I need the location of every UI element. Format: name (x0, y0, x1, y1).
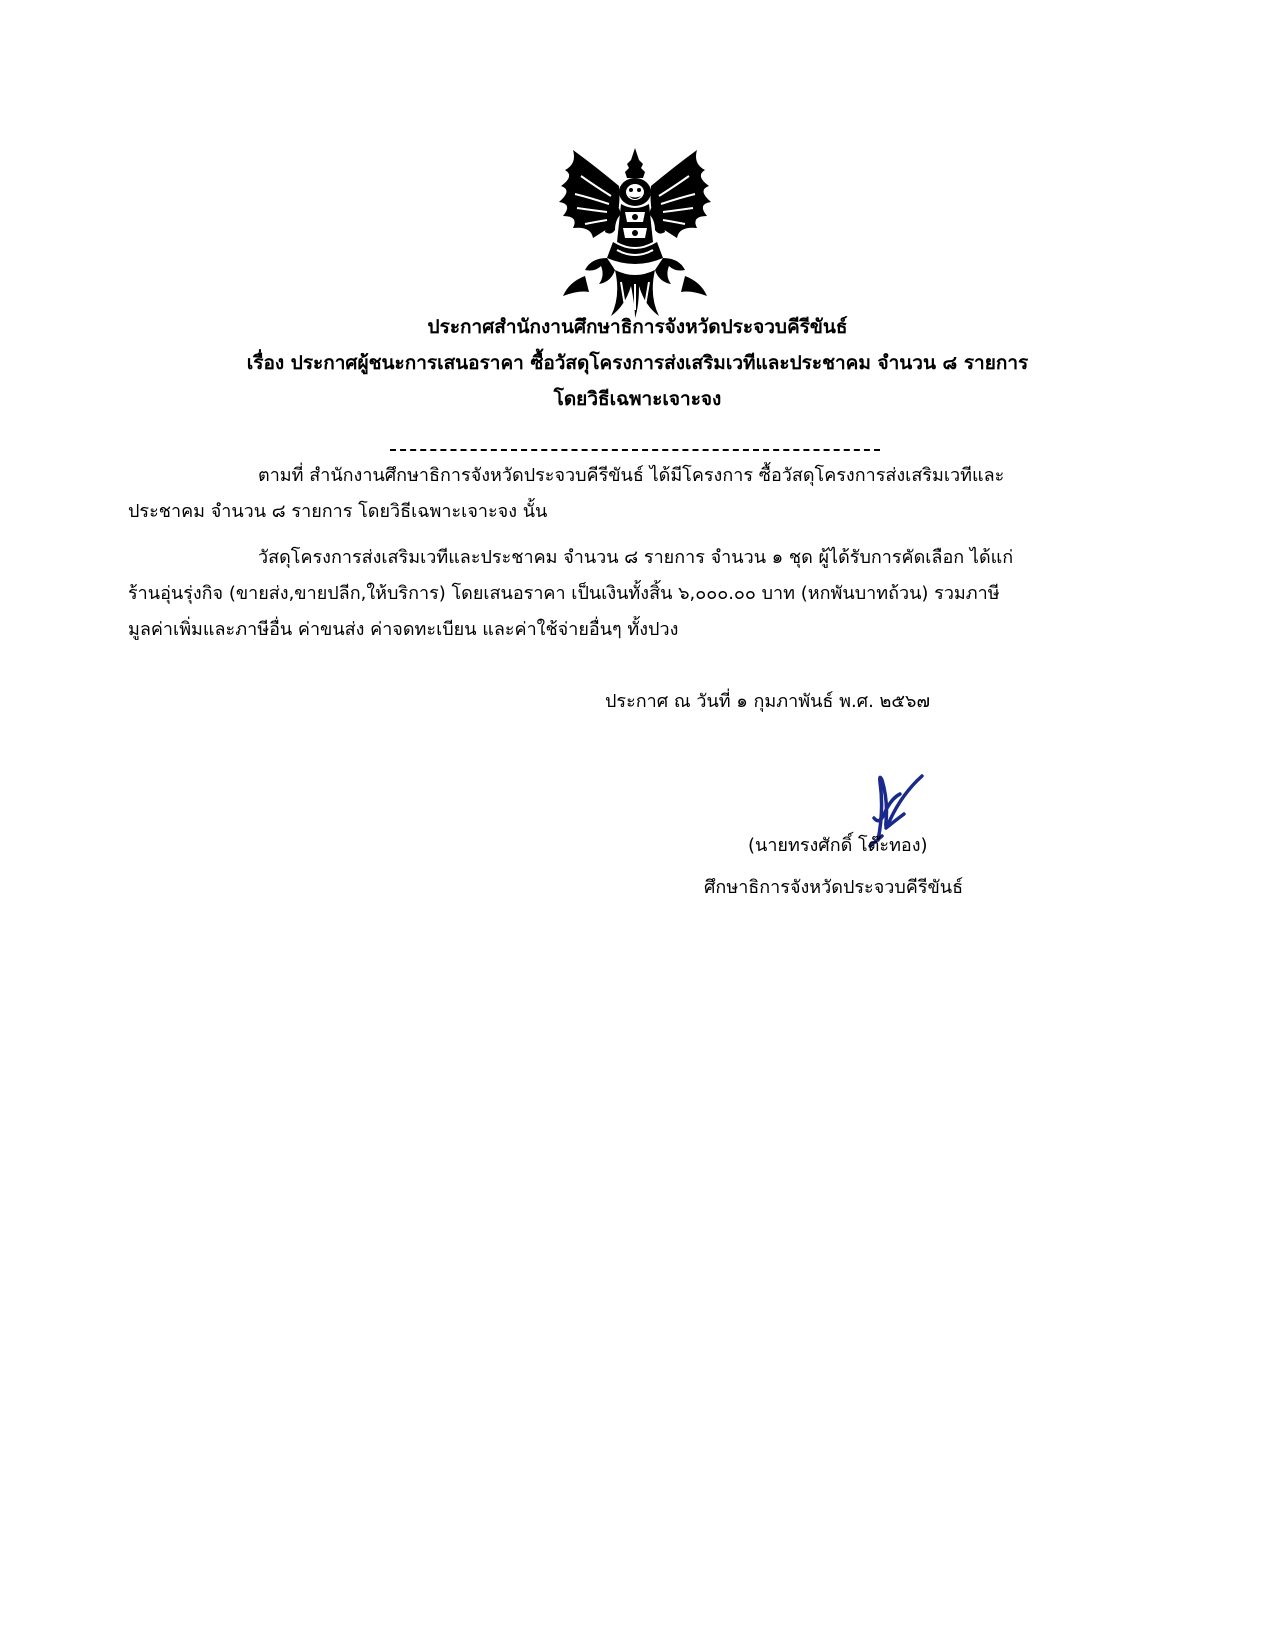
announcement-date: ประกาศ ณ วันที่ ๑ กุมภาพันธ์ พ.ศ. ๒๕๖๗ (605, 691, 931, 712)
paragraph-2-line-2: ร้านอุ่นรุ่งกิจ (ขายส่ง,ขายปลีก,ให้บริการ) โดยเสนอราคา เป็นเงินทั้งสิ้น ๖,๐๐๐.๐๐ บาท (หกพันบาทถ้วน) รวมภาษี (128, 583, 1000, 604)
announcement-subject: เรื่อง ประกาศผู้ชนะการเสนอราคา ซื้อวัสดุโครงการส่งเสริมเวทีและประชาคม จำนวน ๘ รายการ (246, 352, 1029, 374)
announcement-title: ประกาศสำนักงานศึกษาธิการจังหวัดประจวบคีรีขันธ์ (427, 316, 848, 338)
garuda-emblem-icon (555, 146, 715, 318)
separator-rule (390, 449, 880, 451)
paragraph-1-line-2: ประชาคม จำนวน ๘ รายการ โดยวิธีเฉพาะเจาะจง นั้น (128, 501, 548, 522)
paragraph-2-line-3: มูลค่าเพิ่มและภาษีอื่น ค่าขนส่ง ค่าจดทะเบียน และค่าใช้จ่ายอื่นๆ ทั้งปวง (128, 619, 679, 640)
signer-position: ศึกษาธิการจังหวัดประจวบคีรีขันธ์ (704, 877, 964, 898)
paragraph-2-line-1: วัสดุโครงการส่งเสริมเวทีและประชาคม จำนวน ๘ รายการ จำนวน ๑ ชุด ผู้ได้รับการคัดเลือก ได้แก่ (258, 547, 1014, 568)
announcement-method: โดยวิธีเฉพาะเจาะจง (553, 388, 722, 410)
paragraph-1-line-1: ตามที่ สำนักงานศึกษาธิการจังหวัดประจวบคีรีขันธ์ ได้มีโครงการ ซื้อวัสดุโครงการส่งเสริมเวทีและ (258, 465, 1005, 486)
signer-name: (นายทรงศักดิ์ โต๊ะทอง) (748, 835, 928, 856)
